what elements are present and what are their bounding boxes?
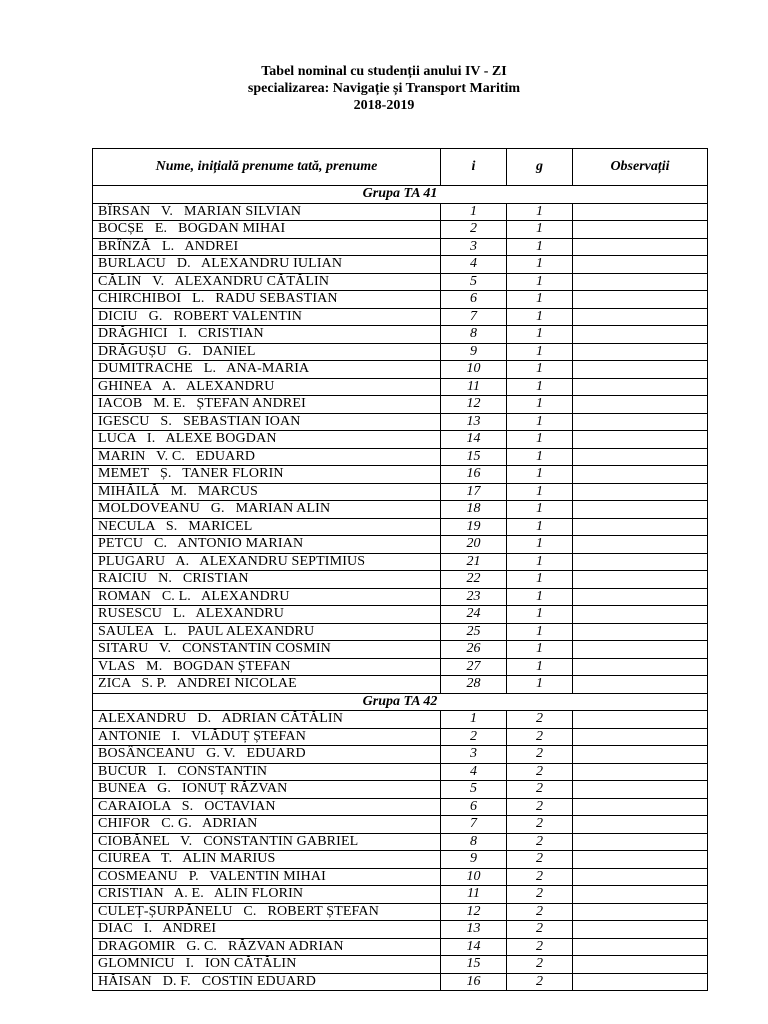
- student-name-cell: CĂLIN V. ALEXANDRU CĂTĂLIN: [93, 273, 441, 291]
- student-name-cell: BOSÂNCEANU G. V. EDUARD: [93, 746, 441, 764]
- table-row: [93, 518, 708, 536]
- table-row: [93, 256, 708, 274]
- observations-cell: [573, 623, 708, 641]
- observations-cell: [573, 238, 708, 256]
- table-row: [93, 571, 708, 589]
- observations-cell: [573, 676, 708, 694]
- table-row: [93, 483, 708, 501]
- table-row: [93, 203, 708, 221]
- observations-cell: [573, 483, 708, 501]
- observations-cell: [573, 413, 708, 431]
- table-row: [93, 413, 708, 431]
- table-row: [93, 343, 708, 361]
- group-label: Grupa TA 41: [93, 186, 708, 204]
- student-name-cell: DRĂGUȘU G. DANIEL: [93, 343, 441, 361]
- student-name-cell: ZICA S. P. ANDREI NICOLAE: [93, 676, 441, 694]
- observations-cell: [573, 903, 708, 921]
- group-number-cell: 1: [507, 256, 573, 274]
- index-cell: 5: [441, 273, 507, 291]
- student-name-cell: CHIRCHIBOI L. RADU SEBASTIAN: [93, 291, 441, 309]
- student-name-cell: ROMAN C. L. ALEXANDRU: [93, 588, 441, 606]
- group-number-cell: 1: [507, 308, 573, 326]
- group-number-cell: 1: [507, 203, 573, 221]
- group-number-cell: 1: [507, 326, 573, 344]
- student-name-cell: BOCȘE E. BOGDAN MIHAI: [93, 221, 441, 239]
- index-cell: 3: [441, 746, 507, 764]
- student-name-cell: IGESCU S. SEBASTIAN IOAN: [93, 413, 441, 431]
- group-number-cell: 1: [507, 343, 573, 361]
- group-header-row: [93, 186, 708, 204]
- table-row: [93, 431, 708, 449]
- table-row: [93, 851, 708, 869]
- observations-cell: [573, 851, 708, 869]
- observations-cell: [573, 658, 708, 676]
- header-i: i: [441, 149, 507, 186]
- group-number-cell: 2: [507, 816, 573, 834]
- student-name-cell: CULEȚ-ȘURPĂNELU C. ROBERT ȘTEFAN: [93, 903, 441, 921]
- table-row: [93, 326, 708, 344]
- index-cell: 14: [441, 431, 507, 449]
- observations-cell: [573, 361, 708, 379]
- student-name-cell: IACOB M. E. ȘTEFAN ANDREI: [93, 396, 441, 414]
- group-number-cell: 1: [507, 518, 573, 536]
- table-body: [93, 186, 708, 991]
- group-number-cell: 2: [507, 903, 573, 921]
- observations-cell: [573, 781, 708, 799]
- group-number-cell: 1: [507, 378, 573, 396]
- table-row: [93, 361, 708, 379]
- student-name-cell: CIOBĂNEL V. CONSTANTIN GABRIEL: [93, 833, 441, 851]
- index-cell: 24: [441, 606, 507, 624]
- group-number-cell: 1: [507, 448, 573, 466]
- table-row: [93, 868, 708, 886]
- index-cell: 15: [441, 448, 507, 466]
- student-name-cell: GLOMNICU I. ION CĂTĂLIN: [93, 956, 441, 974]
- table-row: [93, 536, 708, 554]
- group-number-cell: 1: [507, 571, 573, 589]
- index-cell: 8: [441, 326, 507, 344]
- group-number-cell: 1: [507, 221, 573, 239]
- group-number-cell: 2: [507, 921, 573, 939]
- observations-cell: [573, 256, 708, 274]
- student-name-cell: BURLACU D. ALEXANDRU IULIAN: [93, 256, 441, 274]
- index-cell: 20: [441, 536, 507, 554]
- table-row: [93, 501, 708, 519]
- student-name-cell: ANTONIE I. VLĂDUȚ ȘTEFAN: [93, 728, 441, 746]
- student-name-cell: HĂISAN D. F. COSTIN EDUARD: [93, 973, 441, 991]
- student-name-cell: RAICIU N. CRISTIAN: [93, 571, 441, 589]
- index-cell: 6: [441, 291, 507, 309]
- student-name-cell: MARIN V. C. EDUARD: [93, 448, 441, 466]
- group-number-cell: 1: [507, 536, 573, 554]
- observations-cell: [573, 291, 708, 309]
- observations-cell: [573, 798, 708, 816]
- table-row: [93, 291, 708, 309]
- group-number-cell: 2: [507, 711, 573, 729]
- observations-cell: [573, 921, 708, 939]
- group-number-cell: 1: [507, 501, 573, 519]
- document-title: [0, 63, 768, 114]
- student-name-cell: GHINEA A. ALEXANDRU: [93, 378, 441, 396]
- table-row: [93, 378, 708, 396]
- student-name-cell: BÎRSAN V. MARIAN SILVIAN: [93, 203, 441, 221]
- index-cell: 17: [441, 483, 507, 501]
- observations-cell: [573, 728, 708, 746]
- table-row: [93, 588, 708, 606]
- group-number-cell: 1: [507, 676, 573, 694]
- table-row: [93, 763, 708, 781]
- group-header-row: [93, 693, 708, 711]
- observations-cell: [573, 886, 708, 904]
- index-cell: 13: [441, 921, 507, 939]
- group-number-cell: 1: [507, 291, 573, 309]
- index-cell: 2: [441, 728, 507, 746]
- student-name-cell: PLUGARU A. ALEXANDRU SEPTIMIUS: [93, 553, 441, 571]
- table-row: [93, 641, 708, 659]
- student-name-cell: CHIFOR C. G. ADRIAN: [93, 816, 441, 834]
- group-number-cell: 2: [507, 868, 573, 886]
- observations-cell: [573, 273, 708, 291]
- student-name-cell: COSMEANU P. VALENTIN MIHAI: [93, 868, 441, 886]
- index-cell: 4: [441, 763, 507, 781]
- table-row: [93, 448, 708, 466]
- index-cell: 27: [441, 658, 507, 676]
- student-name-cell: MOLDOVEANU G. MARIAN ALIN: [93, 501, 441, 519]
- group-number-cell: 1: [507, 588, 573, 606]
- table-row: [93, 308, 708, 326]
- title-line-2: specializarea: Navigație și Transport Maritim: [247, 81, 521, 96]
- title-line-1: Tabel nominal cu studenții anului IV - ZI: [261, 64, 507, 79]
- observations-cell: [573, 711, 708, 729]
- index-cell: 1: [441, 711, 507, 729]
- student-name-cell: ALEXANDRU D. ADRIAN CĂTĂLIN: [93, 711, 441, 729]
- header-row: [93, 149, 708, 186]
- observations-cell: [573, 518, 708, 536]
- group-number-cell: 1: [507, 483, 573, 501]
- table-row: [93, 273, 708, 291]
- group-number-cell: 2: [507, 956, 573, 974]
- index-cell: 18: [441, 501, 507, 519]
- table-row: [93, 711, 708, 729]
- group-number-cell: 2: [507, 833, 573, 851]
- student-name-cell: CIUREA T. ALIN MARIUS: [93, 851, 441, 869]
- index-cell: 14: [441, 938, 507, 956]
- student-name-cell: NECULA S. MARICEL: [93, 518, 441, 536]
- student-name-cell: BUNEA G. IONUȚ RĂZVAN: [93, 781, 441, 799]
- group-number-cell: 2: [507, 938, 573, 956]
- header-name: Nume, inițială prenume tată, prenume: [93, 149, 441, 186]
- index-cell: 15: [441, 956, 507, 974]
- index-cell: 13: [441, 413, 507, 431]
- observations-cell: [573, 221, 708, 239]
- table-row: [93, 938, 708, 956]
- student-name-cell: DRĂGHICI I. CRISTIAN: [93, 326, 441, 344]
- table-row: [93, 816, 708, 834]
- observations-cell: [573, 448, 708, 466]
- student-name-cell: LUCA I. ALEXE BOGDAN: [93, 431, 441, 449]
- observations-cell: [573, 501, 708, 519]
- student-name-cell: RUSESCU L. ALEXANDRU: [93, 606, 441, 624]
- table-row: [93, 798, 708, 816]
- table-row: [93, 973, 708, 991]
- group-number-cell: 1: [507, 273, 573, 291]
- student-name-cell: CRISTIAN A. E. ALIN FLORIN: [93, 886, 441, 904]
- index-cell: 5: [441, 781, 507, 799]
- title-line-3: 2018-2019: [353, 98, 415, 113]
- observations-cell: [573, 203, 708, 221]
- table-row: [93, 676, 708, 694]
- observations-cell: [573, 938, 708, 956]
- group-number-cell: 1: [507, 606, 573, 624]
- observations-cell: [573, 571, 708, 589]
- index-cell: 9: [441, 343, 507, 361]
- observations-cell: [573, 816, 708, 834]
- table-row: [93, 238, 708, 256]
- student-name-cell: DICIU G. ROBERT VALENTIN: [93, 308, 441, 326]
- index-cell: 28: [441, 676, 507, 694]
- student-name-cell: MEMET Ș. TANER FLORIN: [93, 466, 441, 484]
- index-cell: 4: [441, 256, 507, 274]
- table-row: [93, 466, 708, 484]
- table-row: [93, 658, 708, 676]
- observations-cell: [573, 606, 708, 624]
- student-name-cell: DIAC I. ANDREI: [93, 921, 441, 939]
- observations-cell: [573, 956, 708, 974]
- student-name-cell: PETCU C. ANTONIO MARIAN: [93, 536, 441, 554]
- table-row: [93, 833, 708, 851]
- student-name-cell: MIHĂILĂ M. MARCUS: [93, 483, 441, 501]
- index-cell: 1: [441, 203, 507, 221]
- observations-cell: [573, 588, 708, 606]
- group-number-cell: 2: [507, 763, 573, 781]
- group-number-cell: 1: [507, 553, 573, 571]
- observations-cell: [573, 536, 708, 554]
- student-name-cell: SITARU V. CONSTANTIN COSMIN: [93, 641, 441, 659]
- student-name-cell: CARAIOLA S. OCTAVIAN: [93, 798, 441, 816]
- group-number-cell: 1: [507, 431, 573, 449]
- index-cell: 7: [441, 308, 507, 326]
- group-number-cell: 2: [507, 886, 573, 904]
- observations-cell: [573, 973, 708, 991]
- observations-cell: [573, 746, 708, 764]
- index-cell: 25: [441, 623, 507, 641]
- student-name-cell: VLAS M. BOGDAN ȘTEFAN: [93, 658, 441, 676]
- index-cell: 12: [441, 396, 507, 414]
- student-name-cell: BUCUR I. CONSTANTIN: [93, 763, 441, 781]
- group-number-cell: 2: [507, 973, 573, 991]
- group-number-cell: 1: [507, 238, 573, 256]
- observations-cell: [573, 763, 708, 781]
- group-number-cell: 2: [507, 781, 573, 799]
- index-cell: 22: [441, 571, 507, 589]
- table-row: [93, 886, 708, 904]
- index-cell: 21: [441, 553, 507, 571]
- header-g: g: [507, 149, 573, 186]
- observations-cell: [573, 553, 708, 571]
- table-row: [93, 728, 708, 746]
- index-cell: 6: [441, 798, 507, 816]
- observations-cell: [573, 431, 708, 449]
- index-cell: 10: [441, 361, 507, 379]
- table-row: [93, 606, 708, 624]
- student-name-cell: DRAGOMIR G. C. RĂZVAN ADRIAN: [93, 938, 441, 956]
- observations-cell: [573, 308, 708, 326]
- table-row: [93, 553, 708, 571]
- student-name-cell: DUMITRACHE L. ANA-MARIA: [93, 361, 441, 379]
- table-row: [93, 396, 708, 414]
- header-observations: Observații: [573, 149, 708, 186]
- table-row: [93, 221, 708, 239]
- student-name-cell: BRÎNZĂ L. ANDREI: [93, 238, 441, 256]
- index-cell: 12: [441, 903, 507, 921]
- index-cell: 16: [441, 466, 507, 484]
- index-cell: 16: [441, 973, 507, 991]
- group-number-cell: 2: [507, 746, 573, 764]
- observations-cell: [573, 833, 708, 851]
- group-number-cell: 1: [507, 641, 573, 659]
- group-number-cell: 1: [507, 396, 573, 414]
- group-number-cell: 1: [507, 361, 573, 379]
- table-row: [93, 746, 708, 764]
- group-number-cell: 1: [507, 658, 573, 676]
- index-cell: 11: [441, 886, 507, 904]
- observations-cell: [573, 466, 708, 484]
- observations-cell: [573, 396, 708, 414]
- index-cell: 19: [441, 518, 507, 536]
- group-number-cell: 2: [507, 798, 573, 816]
- observations-cell: [573, 326, 708, 344]
- observations-cell: [573, 641, 708, 659]
- index-cell: 3: [441, 238, 507, 256]
- table-row: [93, 623, 708, 641]
- observations-cell: [573, 378, 708, 396]
- group-number-cell: 2: [507, 728, 573, 746]
- index-cell: 26: [441, 641, 507, 659]
- group-number-cell: 1: [507, 466, 573, 484]
- group-number-cell: 1: [507, 413, 573, 431]
- index-cell: 11: [441, 378, 507, 396]
- student-table: [92, 148, 708, 991]
- index-cell: 8: [441, 833, 507, 851]
- student-name-cell: SAULEA L. PAUL ALEXANDRU: [93, 623, 441, 641]
- group-number-cell: 1: [507, 623, 573, 641]
- index-cell: 10: [441, 868, 507, 886]
- index-cell: 9: [441, 851, 507, 869]
- index-cell: 7: [441, 816, 507, 834]
- index-cell: 23: [441, 588, 507, 606]
- group-label: Grupa TA 42: [93, 693, 708, 711]
- index-cell: 2: [441, 221, 507, 239]
- table-row: [93, 921, 708, 939]
- table-row: [93, 903, 708, 921]
- observations-cell: [573, 343, 708, 361]
- observations-cell: [573, 868, 708, 886]
- group-number-cell: 2: [507, 851, 573, 869]
- table-row: [93, 781, 708, 799]
- table-row: [93, 956, 708, 974]
